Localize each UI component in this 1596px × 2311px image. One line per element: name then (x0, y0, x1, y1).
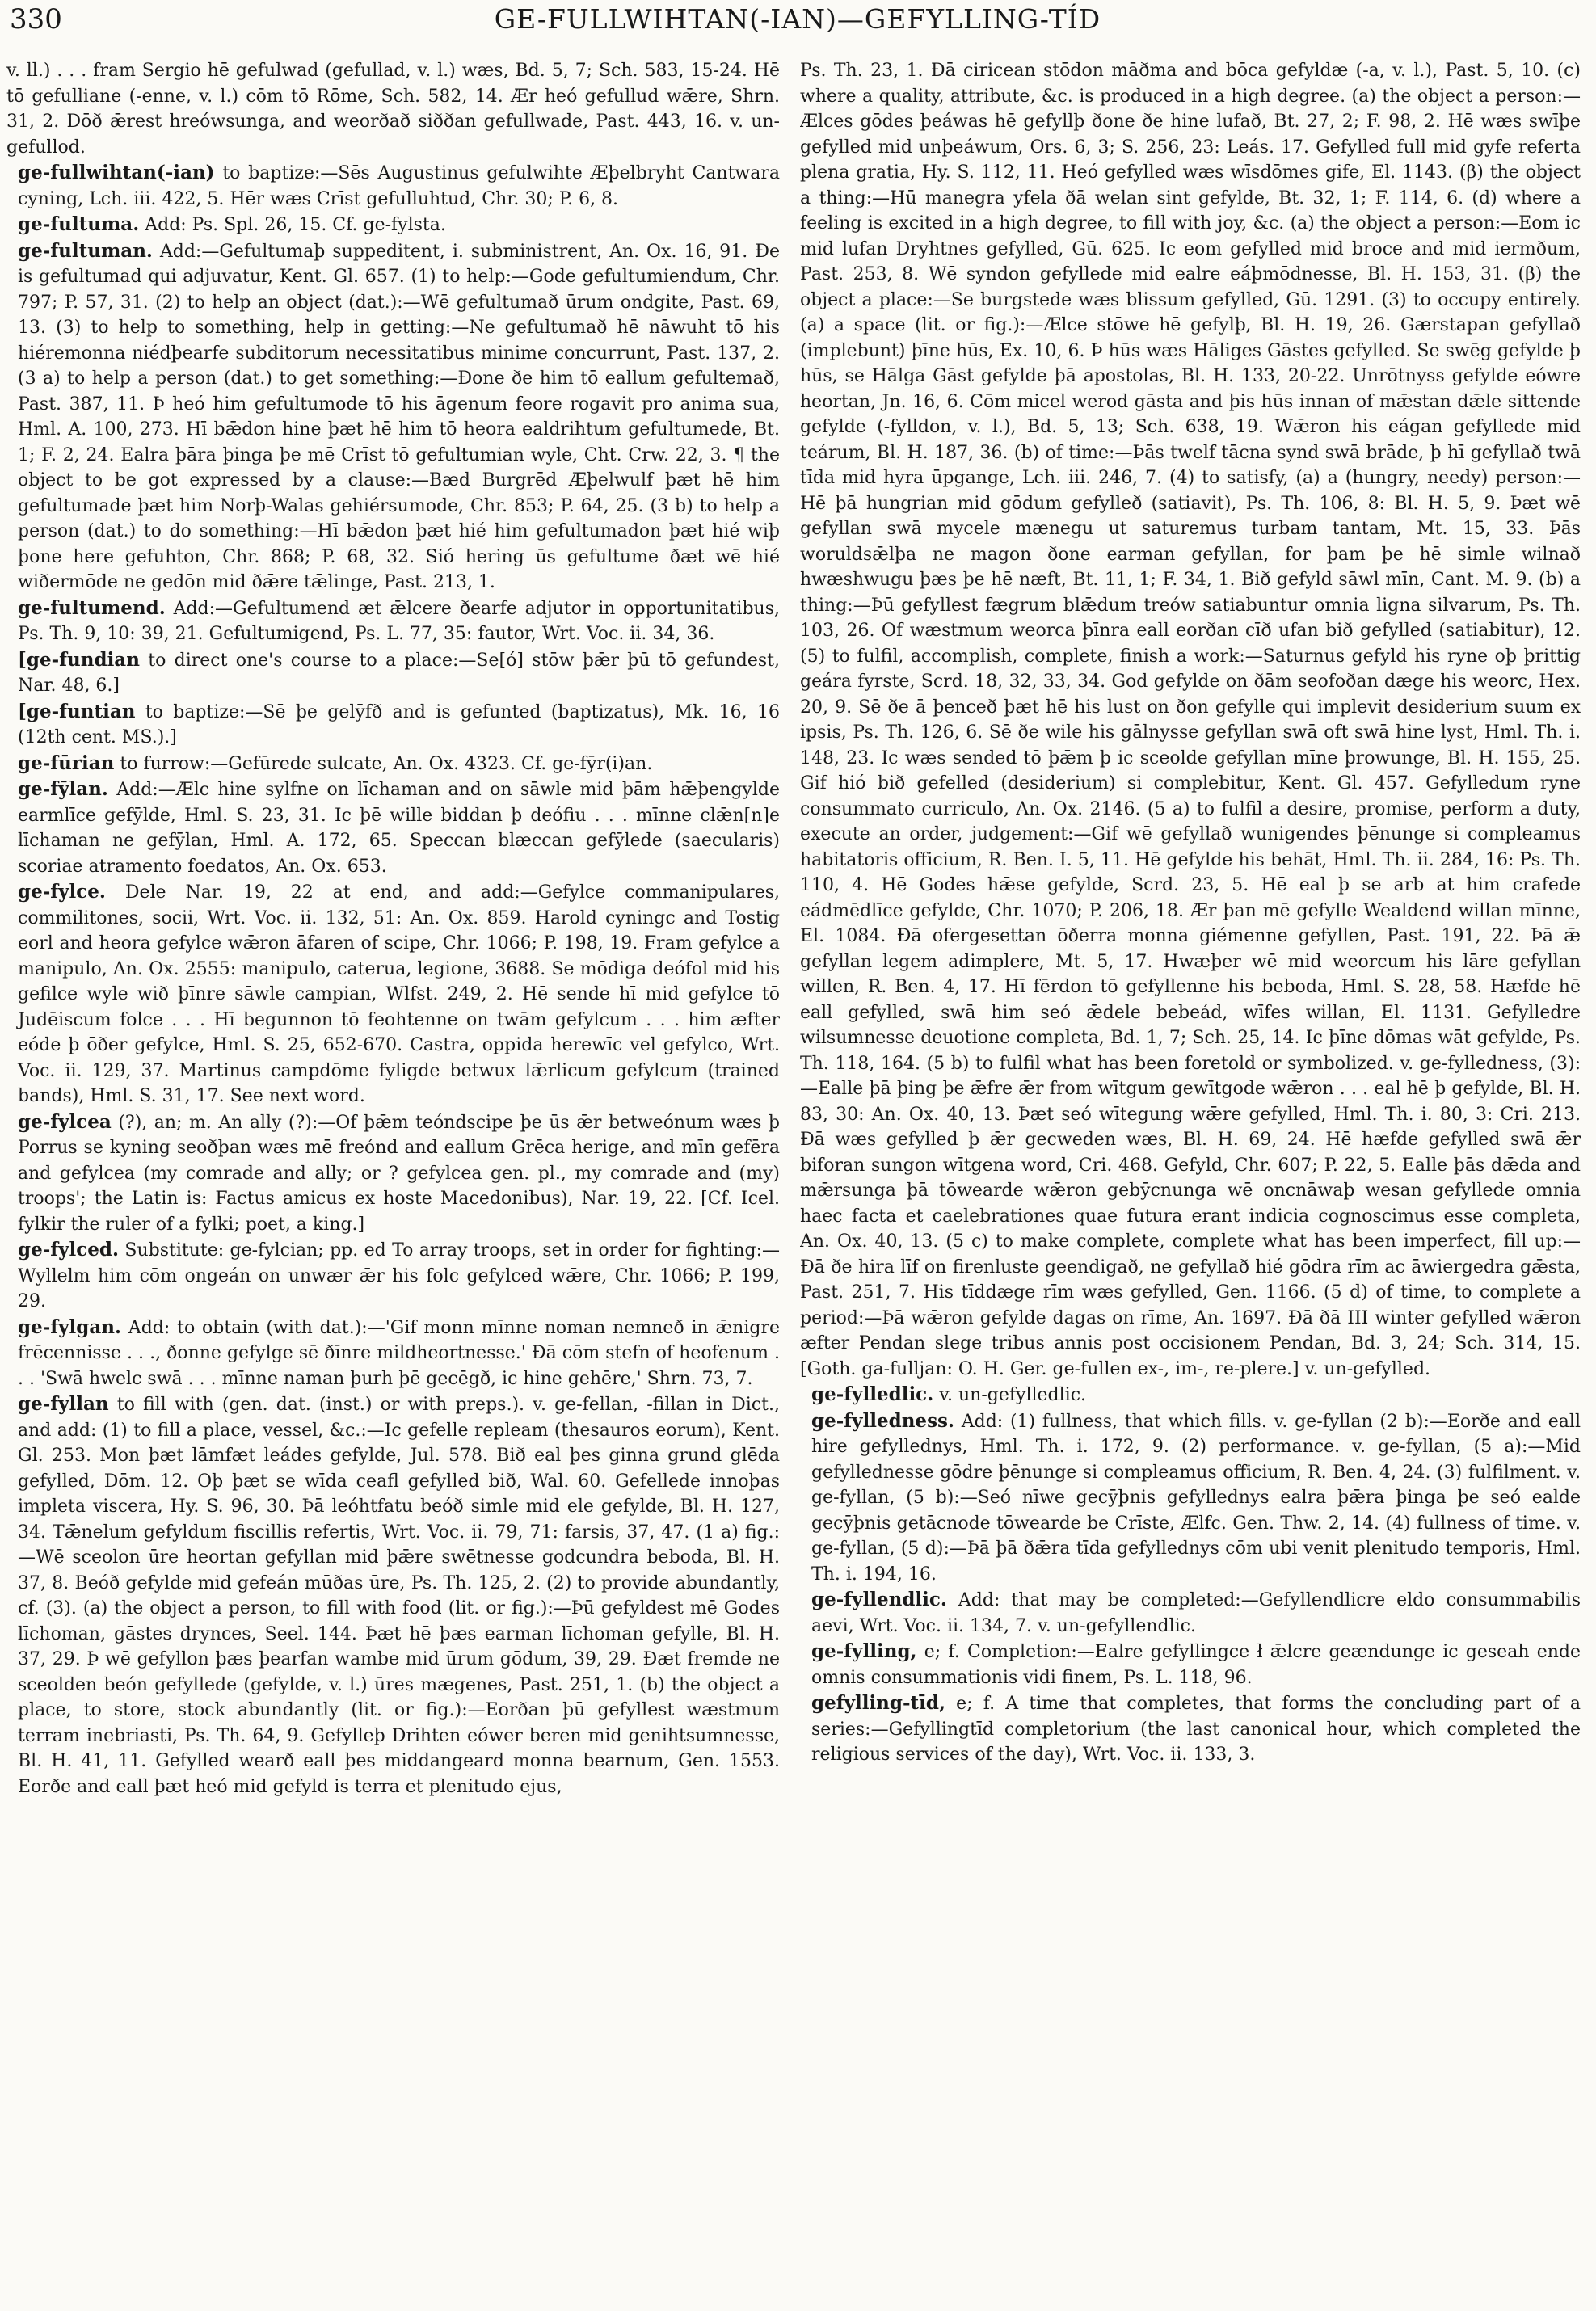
page-header (10, 3, 1585, 36)
dictionary-entry (6, 212, 780, 238)
dictionary-entry (800, 1382, 1581, 1408)
dictionary-entry (6, 1315, 780, 1392)
dictionary-entry (6, 1237, 780, 1315)
entry-headword: ge-fȳlan. (18, 778, 108, 800)
entry-headword: ge-fylledlic. (811, 1383, 934, 1405)
dictionary-entry (800, 1690, 1581, 1768)
entry-text: to furrow:—Gefūrede sulcate, An. Ox. 4323. Cf. ge-fȳr(i)an. (120, 753, 653, 774)
entry-headword: ge-fullwihtan(-ian) (18, 162, 215, 183)
dictionary-entry (6, 160, 780, 212)
entry-headword: ge-fultumend. (18, 596, 166, 619)
dictionary-entry (6, 751, 780, 777)
dictionary-entry (800, 1408, 1581, 1588)
entry-text: Add: (1) fullness, that which fills. v. ge-fyllan (2 b):—Eorðe and eall hire gefyllednys, Hml. Th. i. 172, 9. (2) performance. v. ge-fyllan, (5 a):—Mid gefyllednesse gōdre þēnunge si compleamus officium, R. Ben. 4, 24. (3) fulfilment. v. ge-fyllan, (5 b):—Seó nīwe gecȳþnis gefyllednys ealra þǣra þinga þe seó ealde gecȳþnis getācnode tōwearde be Crīste, Ælfc. Gen. Thw. 2, 14. (4) fullness of time. v. ge-fyllan, (5 d):—Þā þā ðǣra tīda gefyllednys cōm ubi venit plenitudo temporis, Hml. Th. i. 194, 16. (811, 1411, 1581, 1585)
entry-text: Substitute: ge-fylcian; pp. ed To array troops, set in order for fighting:—Wyllelm him cōm ongeán on unwær ǣr his folc gefylced wǣre, Chr. 1066; P. 199, 29. (18, 1240, 780, 1311)
entry-text: e; f. Completion:—Ealre gefyllingce ł ǣlcre geændunge ic geseah ende omnis consummationis vidi finem, Ps. L. 118, 96. (811, 1642, 1581, 1688)
dictionary-entry (6, 596, 780, 647)
entry-text: to baptize:—Sē þe gelȳfð and is gefunted (baptizatus), Mk. 16, 16 (12th cent. MS.).] (18, 701, 780, 747)
entry-text: Add:—Gefultumaþ suppeditent, i. subministrent, An. Ox. 16, 91. Ðe is gefultumad qui adjuvatur, Kent. Gl. 657. (1) to help:—Gode gefultumiendum, Chr. 797; P. 57, 31. (2) to help an object (dat.):—Wē gefultumað ūrum ondgite, Past. 69, 13. (3) to help to something, help in getting:—Ne gefultumað hē nāwuht tō his hiéremonna niédþearfe subditorum necessitatibus minime concurrunt, Past. 137, 2. (3 a) to help a person (dat.) to get something:—Ðone ðe him tō eallum gefultemað, Past. 387, 11. Þ heó him gefultumode tō his āgenum feore rogavit pro anima sua, Hml. A. 100, 273. Hī bǣdon hine þæt hē him tō heora ealdrihtum gefultumede, Bt. 1; F. 2, 24. Ealra þāra þinga þe mē Crīst tō gefultumian wyle, Cht. Crw. 22, 3. ¶ the object to be got expressed by a clause:—Bæd Burgrēd Æþelwulf þæt hē him gefultumade þæt him Norþ-Walas gehiérsumode, Chr. 853; P. 64, 25. (3 b) to help a person (dat.) to do something:—Hī bǣdon þæt hié him gefultumadon þæt hié wiþ þone here gefuhton, Chr. 868; P. 68, 32. Sió hering ūs gefultume ðæt wē hié wiðermōde ne gedōn mid ðǣre tǣlinge, Past. 213, 1. (18, 241, 780, 592)
entry-headword: ge-fultuman. (18, 239, 153, 262)
entry-text: Add: to obtain (with dat.):—'Gif monn mīnne noman nemneð in ǣnigre frēcennisse . . ., ðonne gefylge sē ðīnre mildheortnesse.' Ðā cōm stefn of heofenum . . . 'Swā hwelc swā . . . mīnne naman þurh þē gecēgð, ic hine gehēre,' Shrn. 73, 7. (18, 1317, 780, 1389)
entry-headword: gefylling-tīd, (811, 1692, 945, 1714)
entry-headword: ge-fūrian (18, 751, 115, 774)
entry-text: Add: that may be completed:—Gefyllendlicre eldo consummabilis aevi, Wrt. Voc. ii. 134, 7. v. un-gefyllendlic. (811, 1590, 1581, 1636)
dictionary-entry (6, 777, 780, 879)
entry-headword: ge-fylcea (18, 1110, 112, 1133)
entry-headword: [ge-fundian (18, 648, 140, 671)
entry-headword: [ge-funtian (18, 700, 136, 722)
running-title: GE-FULLWIHTAN(-IAN)—GEFYLLING-TÍD (494, 3, 1101, 35)
entry-text: Add:—Gefultumend æt ǣlcere ðearfe adjutor in opportunitatibus, Ps. Th. 9, 10: 39, 21. Gefultumigend, Ps. L. 77, 35: fautor, Wrt. Voc. ii. 34, 36. (18, 598, 780, 644)
text-columns (6, 58, 1582, 2305)
dictionary-entry (6, 238, 780, 596)
entry-text: (?), an; m. An ally (?):—Of þǣm teóndscipe þe ūs ǣr betweónum wæs þ Porrus se kyning seoðþan wæs mē freónd and eallum Grēca herige, and mīn gefēra and gefylcea (my comrade and ally; or ? gefylcea gen. pl., my comrade and (my) troops'; the Latin is: Factus amicus ex hoste Macedonibus), Nar. 19, 22. [Cf. Icel. fylkir the ruler of a fylki; poet, a king.] (18, 1112, 780, 1235)
entry-headword: ge-fylced. (18, 1239, 119, 1261)
entry-headword: ge-fyllendlic. (811, 1589, 947, 1610)
entry-headword: ge-fylling, (811, 1640, 917, 1662)
entry-headword: ge-fyllan (18, 1393, 109, 1415)
dictionary-entry (6, 699, 780, 751)
dictionary-entry (6, 1109, 780, 1238)
entry-headword: ge-fylgan. (18, 1315, 121, 1338)
entry-text: to fill with (gen. dat. (inst.) or with preps.). v. ge-fellan, -fillan in Dict., and add: (1) to fill a place, vessel, &c.:—Ic gefelle repleam (thesauros eorum), Kent. Gl. 253. Mon þæt lāmfæt leádes gefylde, Jul. 578. Bið eal þes ginna grund glēda gefylled, Dōm. 12. Oþ þæt se wīda ceafl gefylled bið, Wal. 60. Gefellede innoþas impleta viscera, Hy. S. 96, 30. Þā leóhtfatu beóð simle mid ele gefylde, Bl. H. 127, 34. Tǣnelum gefyldum fiscillis refertis, Wrt. Voc. ii. 79, 71: farsis, 37, 47. (1 a) fig.:—Wē sceolon ūre heortan gefyllan mid þǣre swētnesse godcundra beboda, Bl. H. 37, 8. Beóð gefylde mid gefeán mūðas ūre, Ps. Th. 125, 2. (2) to provide abundantly, cf. (3). (a) the object a person, to fill with food (lit. or fig.):—Þū gefyldest mē Godes līchoman, gāstes drynces, Seel. 144. Þæt hē þæs earman līchoman gefylle, Bl. H. 37, 29. Þ wē gefyllon þæs þearfan wambe mid ūrum gōdum, 39, 29. Ðæt fremde ne sceolden beón gefyllede (gefylde, v. l.) ūres mægenes, Past. 251, 1. (b) the object a place, to store, stock abundantly (lit. or fig.):—Eorðan þū gefyllest wæstmum terram inebriasti, Ps. Th. 64, 9. Gefylleþ Drihten eówer beren mid genihtsumnesse, Bl. H. 41, 11. Gefylled wearð eall þes middangeard monna bearnum, Gen. 1553. Eorðe and eall þæt heó mid gefyld is terra et plenitudo ejus, (18, 1395, 780, 1797)
dictionary-entry (6, 58, 780, 160)
right-column (800, 58, 1581, 2305)
entry-text: to baptize:—Sēs Augustinus gefulwihte Æþelbryht Cantwara cyning, Lch. iii. 422, 5. Hēr wæs Crīst gefulluhtud, Chr. 30; P. 6, 8. (18, 163, 780, 209)
entry-headword: ge-fylledness. (811, 1409, 954, 1432)
dictionary-entry (6, 879, 780, 1109)
dictionary-entry (800, 58, 1581, 1382)
page-number: 330 (10, 3, 62, 36)
entry-text: v. ll.) . . . fram Sergio hē gefulwad (gefullad, v. l.) wæs, Bd. 5, 7; Sch. 583, 15-24. Hē tō gefulliane (-enne, v. l.) cōm tō Rōme, Sch. 582, 14. Ær heó gefullud wǣre, Shrn. 31, 2. Dōð ǣrest hreówsunga, and weorðað siððan gefullwade, Past. 443, 16. v. un-gefullod. (6, 61, 780, 158)
dictionary-entry (800, 1587, 1581, 1639)
entry-headword: ge-fultuma. (18, 213, 140, 235)
dictionary-entry (800, 1639, 1581, 1690)
dictionary-entry (6, 1391, 780, 1800)
left-column (6, 58, 780, 2305)
entry-text: Add:—Ælc hine sylfne on līchaman and on sāwle mid þām hǣþengylde earmlīce gefȳlde, Hml. S. 23, 31. Ic þē wille biddan þ deófiu . . . mīnne clǣn[n]e līchaman ne gefȳlan, Hml. A. 172, 65. Speccan blæccan gefȳlede (saecularis) scoriae atramento foedatos, An. Ox. 653. (18, 780, 780, 877)
entry-text: Add: Ps. Spl. 26, 15. Cf. ge-fylsta. (145, 215, 446, 235)
entry-text: to direct one's course to a place:—Se[ó] stōw þǣr þū tō gefundest, Nar. 48, 6.] (18, 650, 780, 696)
entry-text: v. un-gefylledlic. (939, 1385, 1087, 1405)
entry-text: Ps. Th. 23, 1. Ðā ciricean stōdon māðma and bōca gefyldæ (-a, v. l.), Past. 5, 10. (c) where a quality, attribute, &c. is produced in a high degree. (a) the object a person:—Ælces gōdes þeáwas hē gefyllþ ðone ðe hine lufað, Bt. 27, 2; F. 98, 2. Hē wæs swīþe gefylled mid unþeáwum, Ors. 6, 3; S. 256, 23: Leás. 17. Gefylled full mid gyfe referta plena gratia, Hy. S. 112, 11. Heó gefylled wæs wīsdōmes gife, El. 1143. (β) the object a thing:—Hū manegra yfela ðā welan sint gefylde, Bt. 32, 1; F. 114, 6. (d) where a feeling is excited in a high degree, to fill with joy, &c. (a) the object a person:—Eom ic mid lufan Dryhtnes gefylled, Gū. 625. Ic eom gefylled mid broce and mid iermðum, Past. 253, 8. Wē syndon gefyllede mid ealre eáþmōdnesse, Bl. H. 153, 31. (β) the object a place:—Se burgstede wæs blissum gefylled, Gū. 1291. (3) to occupy entirely. (a) a space (lit. or fig.):—Ælce stōwe hē gefylþ, Bl. H. 19, 26. Gærstapan gefyllað (implebunt) þīne hūs, Ex. 10, 6. Þ hūs wæs Hāliges Gāstes gefylled. Se swēg gefylde þ hūs, se Hālga Gāst gefylde þā apostolas, Bl. H. 133, 20-22. Unrōtnyss gefylde eówre heortan, Jn. 16, 6. Cōm micel werod gāsta and þis hūs innan of mǣstan dǣle sittende gefylde (-fylldon, v. l.), Bd. 5, 13; Sch. 638, 19. Wǣron his eágan gefyllede mid teárum, Bl. H. 187, 36. (b) of time:—Þās twelf tācna synd swā brāde, þ hī gefyllað twā tīda mid hyra ūpgange, Lch. iii. 246, 7. (4) to satisfy, (a) a (hungry, needy) person:—Hē þā hungrian mid gōdum gefylleð (satiavit), Ps. Th. 106, 8: Bl. H. 5, 9. Þæt wē gefyllan swā mycele mænegu ut saturemus turbam tantam, Mt. 15, 33. Þās woruldsǣlþa ne magon ðone earman gefyllan, for þam þe hē simle wilnað hwæshwugu þæs þe hē næft, Bt. 11, 1; F. 34, 1. Bið gefyld sāwl mīn, Cant. M. 9. (b) a thing:—Þū gefyllest fægrum blǣdum treów satiabuntur omnia ligna silvarum, Ps. Th. 103, 26. Of wæstmum weorca þīnra eall eorðan cīð ufan bið gefylled (satiabitur), 12. (5) to fulfil, accomplish, complete, finish a work:—Saturnus gefyld his ryne oþ þrittig geára fyrste, Scrd. 18, 32, 33, 34. God gefylde on ðām seofoðan dæge his weorc, Hex. 20, 9. Sē ðe ā þenceð þæt hē his lust on ðon gefylle qui implevit desiderium suum ex ipsis, Ps. Th. 126, 6. Sē ðe wile his gālnysse gefyllan swā oft swā hine lyst, Hml. Th. i. 148, 23. Ic wæs sended tō þǣm þ ic sceolde gefyllan mīne þrowunge, Bl. H. 155, 25. Gif hió bið gefelled (desiderium) si complebitur, Kent. Gl. 457. Gefylledum ryne consummato curriculo, An. Ox. 2146. (5 a) to fulfil a desire, promise, perform a duty, execute an order, judgement:—Gif wē gefyllað wunigendes þēnunge si compleamus habitatoris officium, R. Ben. I. 5, 11. Hē gefylde his behāt, Hml. Th. ii. 284, 16: Ps. Th. 110, 4. Hē Godes hǣse gefylde, Scrd. 23, 5. Hē eal þ se arb at him crafede eádmēdlīce gefylde, Chr. 1070; P. 206, 18. Ær þan mē gefylle Wealdend willan mīnne, El. 1084. Ðā ofergesettan ōðerra monna giémenne gefyllen, Past. 191, 22. Þā ǣ gefyllan legem adimplere, Mt. 5, 17. Hwæþer wē mid weorcum his lāre gefyllan willen, R. Ben. 4, 17. Hī fērdon tō gefyllenne his beboda, Hml. S. 28, 58. Hæfde hē eall gefylled, swā him seó ǣdele bebeád, wīfes willan, El. 1131. Gefylledre wilsumnesse deuotione completa, Bd. 1, 7; Sch. 25, 14. Ic þīne dōmas wāt gefylde, Ps. Th. 118, 164. (5 b) to fulfil what has been foretold or symbolized. v. ge-fylledness, (3):—Ealle þā þing þe ǣfre ǣr from wītgum gewītgode wǣron . . . eal hē þ gefylde, Bl. H. 83, 30: An. Ox. 40, 13. Þæt seó wītegung wǣre gefylled, Hml. Th. i. 80, 3: Cri. 213. Ðā wæs gefylled þ ǣr gecweden wæs, Bl. H. 69, 24. Hē hæfde gefylled swā ǣr biforan sungon wītgena word, Cri. 468. Gefyld, Chr. 607; P. 22, 5. Ealle þās dǣda and mǣrsunga þā tōwearde wǣron gebȳcnunga wē oncnāwaþ wesan gefyllede omnia haec facta et caelebrationes quae futura erant indicia cognoscimus esse completa, An. Ox. 40, 13. (5 c) to make complete, complete what has been imperfect, fill up:—Ðā ðe hira līf on firenluste geendigað, ne gefyllað hié gōdra rīm ac āwiergedra gǣsta, Past. 251, 7. His tīddæge rīm wæs gefylled, Gen. 1166. (5 d) of time, to complete a period:—Þā wǣron gefylde dagas on rīme, An. 1697. Ðā ðā III winter gefylled wǣron æfter Pendan slege tribus annis post occisionem Pendan, Bd. 3, 24; Sch. 314, 15. [Goth. ga-fulljan: O. H. Ger. ge-fullen ex-, im-, re-plere.] v. un-gefylled. (800, 61, 1581, 1379)
entry-text: e; f. A time that completes, that forms the concluding part of a series:—Gefyllingtīd completorium (the last canonical hour, which completed the religious services of the day), Wrt. Voc. ii. 133, 3. (811, 1694, 1581, 1765)
dictionary-entry (6, 647, 780, 699)
entry-text: Dele Nar. 19, 22 at end, and add:—Gefylce commanipulares, commilitones, socii, Wrt. Voc. ii. 132, 51: An. Ox. 859. Harold cyningc and Tostig eorl and heora gefylce wǣron āfaren of scipe, Chr. 1066; P. 198, 19. Fram gefylce a manipulo, An. Ox. 2555: manipulo, caterua, legione, 3688. Se mōdiga deófol mid his gefilce wyle wið þīnre sāwle campian, Wlfst. 249, 2. Hē sende hī mid gefylce tō Judēiscum folce . . . Hī begunnon tō feohtenne on twām gefylcum . . . him æfter eóde þ ōðer gefylce, Hml. S. 25, 652-670. Castra, oppida herewīc vel gefylco, Wrt. Voc. ii. 129, 37. Martinus campdōme fyligde betwux lǣrlicum gefylcum (trained bands), Hml. S. 31, 17. See next word. (18, 882, 780, 1106)
entry-headword: ge-fylce. (18, 881, 106, 903)
